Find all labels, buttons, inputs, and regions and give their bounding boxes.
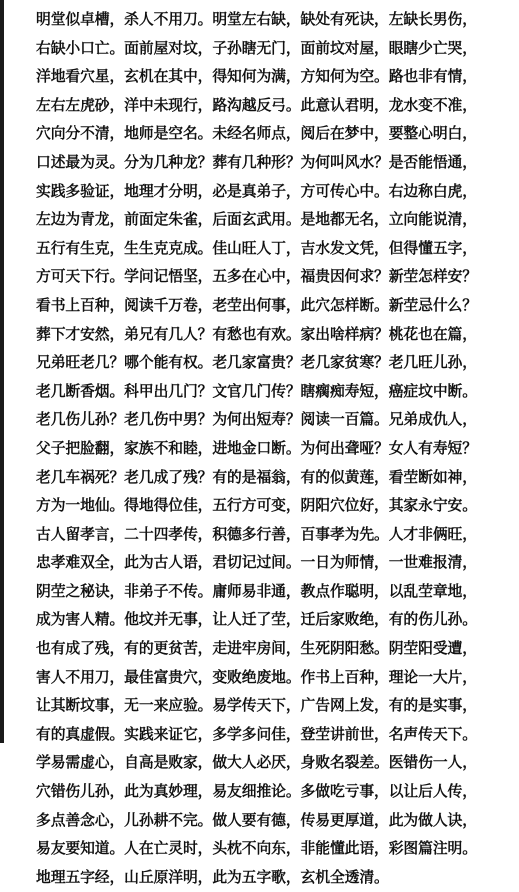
text-line-20: 忠孝难双全，此为古人语，君切记过间。一日为师情，一世难报清， [36, 554, 477, 572]
text-line-11: 看书上百种，阅读千万卷，老茔出何事，此穴怎样断。新茔忌什么？ [36, 296, 477, 314]
text-line-25: 让其断坟事，无一来应验。易学传天下，广告网上发，有的是实事， [36, 697, 477, 715]
text-line-2: 右缺小口亡。面前屋对坟，子孙瞎无门，面前坟对屋，眼瞎少亡哭， [36, 39, 477, 57]
text-line-22: 成为害人精。他坟并无事，让人迁了茔，迁后家败绝，有的伤儿孙。 [36, 611, 477, 629]
page-binding-edge [0, 0, 4, 743]
text-line-17: 老几车祸死？老几成了残？有的是福翁，有的似黄莲，看茔断如神， [36, 468, 477, 486]
text-line-1: 明堂似卓槽，杀人不用刀。明堂左右缺，缺处有死诀，左缺长男伤， [36, 11, 477, 28]
text-line-18: 方为一地仙。得地得位佳，五行方可变，阴阳穴位好，其家永宁安。 [36, 497, 477, 515]
text-line-5: 穴向分不清，地师是空名。未经名师点，阅后在梦中，要整心明白， [36, 125, 477, 143]
text-line-23: 也有成了残，有的更贫苦，走进牢房间，生死阴阳愁。阴茔阳受遭， [36, 640, 477, 658]
text-line-19: 古人留孝言，二十四孝传，积德多行善，百事孝为先。人才非俩旺， [36, 525, 477, 543]
text-line-6: 口述最为灵。分为几种龙？葬有几种形？为何叫风水？是否能悟通， [36, 153, 477, 171]
text-line-7: 实践多验证，地理才分明，必是真弟子，方可传心中。右边称白虎， [36, 182, 477, 200]
text-line-29: 多点善念心，儿孙耕不完。做人要有德，传易更厚道，此为做人诀， [36, 811, 477, 829]
text-line-30: 易友要知道。人在亡灵时，头枕不向东，非能懂此语，彩图篇注明。 [36, 840, 477, 858]
text-line-24: 害人不用刀，最佳富贵穴，变败绝废地。作书上百种，理论一大片， [36, 668, 477, 686]
text-line-12: 葬下才安然，弟兄有几人？有愁也有欢。家出啥样病？桃花也在篇， [36, 325, 477, 343]
text-line-28: 穴错伤儿孙，此为真妙理，易友细推论。多做吃亏事，以让后人传， [36, 783, 477, 801]
text-line-3: 洋地看穴星，玄机在其中，得知何为满，方知何为空。路也非有情， [36, 68, 477, 86]
text-line-8: 左边为青龙，前面定朱雀，后面玄武用。是地都无名，立向能说清， [36, 211, 477, 229]
text-line-10: 方可天下行。学问记悟坚，五多在心中，福贵因何求？新茔怎样安？ [36, 268, 477, 286]
text-line-14: 老几断香烟。科甲出几门？文官几门传？瞎瘸痴寿短，癌症坟中断。 [36, 382, 477, 400]
text-line-27: 学易需虚心，自高是败家，做大人必厌，身败名裂差。医错伤一人， [36, 754, 477, 772]
text-line-15: 老几伤儿孙？老几伤中男？为何出短寿？阅读一百篇。兄弟成仇人， [36, 411, 477, 429]
text-line-26: 有的真虚假。实践来证它，多学多问佳，登茔讲前世，名声传天下。 [36, 725, 477, 743]
text-line-4: 左右左虎砂，洋中未现行，路沟越反弓。此意认君明，龙水变不准， [36, 96, 477, 114]
poem-text-body [36, 6, 512, 892]
text-line-9: 五行有生克，生生克克成。佳山旺人丁，吉水发文凭，但得懂五字， [36, 239, 477, 257]
text-line-21: 阴茔之秘诀，非弟子不传。庸师易非通，教点作聪明，以乱茔章地， [36, 582, 477, 600]
text-line-16: 父子把脸翻，家族不和睦，进地金口断。为何出聋哑？女人有寿短？ [36, 439, 477, 457]
text-line-13: 兄弟旺老几？哪个能有权。老几家富贵？老几家贫寒？老几旺儿孙， [36, 354, 477, 372]
text-line-31: 地理五字经，山丘原洋明，此为五字歌，玄机全透清。 [36, 868, 389, 886]
